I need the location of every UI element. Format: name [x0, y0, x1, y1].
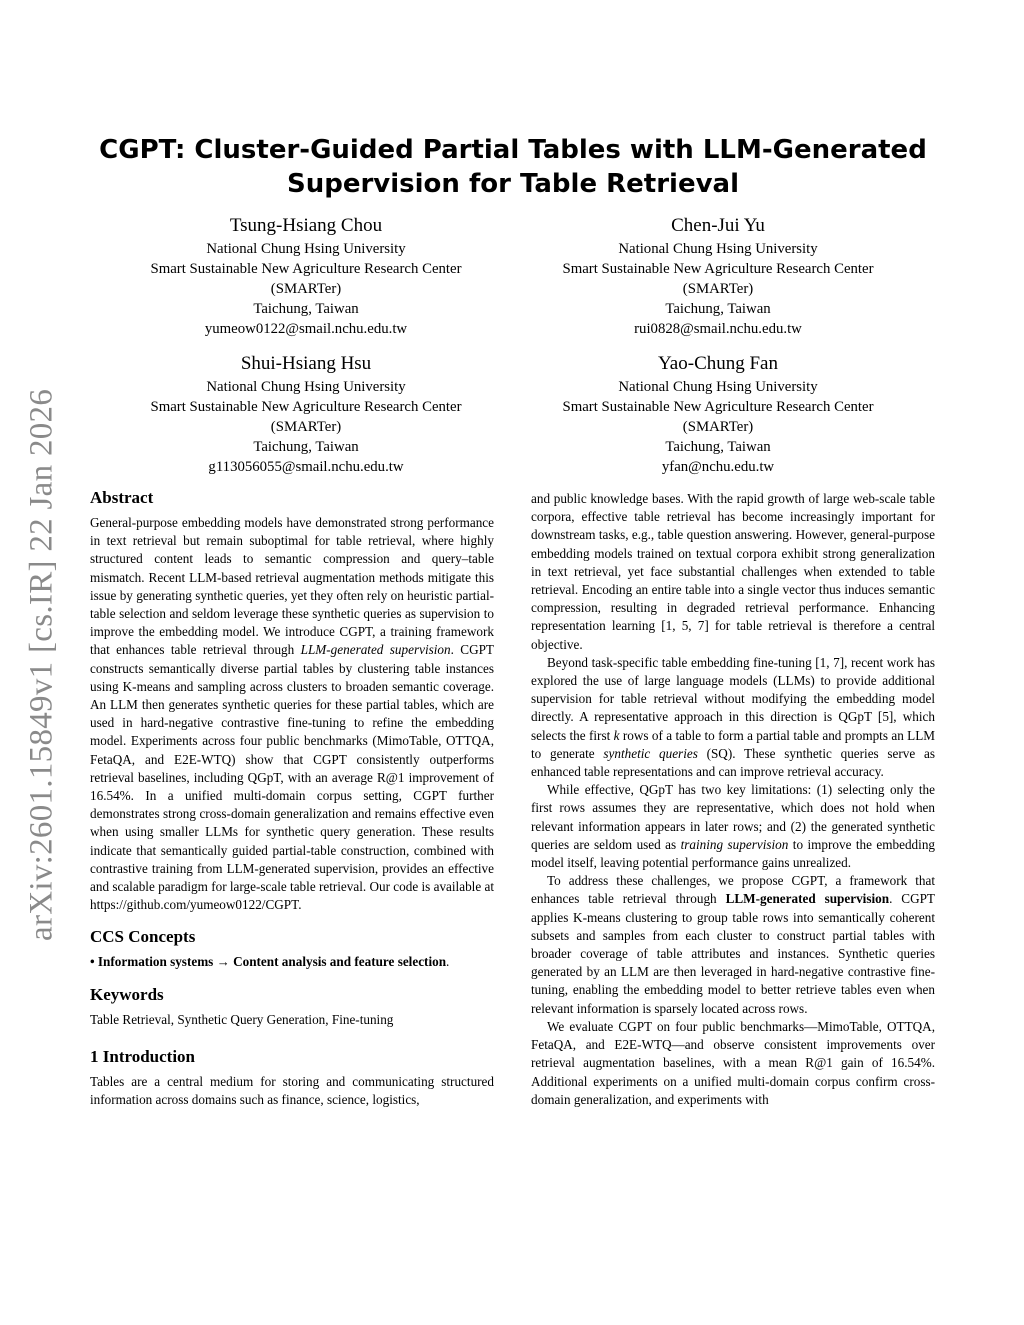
- abstract-heading: Abstract: [90, 488, 154, 507]
- author-block: [96, 214, 516, 339]
- paragraph: To address these challenges, we propose CGPT, a framework that enhances table retrieval through LLM-generated supervision. CGPT applies K-means clustering to group table rows into semantically coherent subsets and samples from each cluster to construct partial tables with broader coverage of table attributes and instances. Synthetic queries generated by an LLM are then leveraged in hard-negative contrastive fine-tuning, enabling the embedding model to better retrieve tables even when relevant information is sparsely located across rows.: [531, 873, 935, 1016]
- paper-title: CGPT: Cluster-Guided Partial Tables with LLM-Generated Supervision for Table Retrieval: [99, 135, 927, 199]
- author-name: Shui-Hsiang Hsu: [240, 353, 372, 374]
- author-email: yfan@nchu.edu.tw: [661, 459, 775, 475]
- abstract-text: General-purpose embedding models have demonstrated strong performance in text retrieval but remain suboptimal for table retrieval, where highly structured content leads to semantic compression and query–table mismatch. Recent LLM-based retrieval augmentation methods mitigate this issue by generating synthetic queries, yet they often rely on heuristic partial-table selection and seldom leverage these synthetic queries as supervision to improve the embedding model. We introduce CGPT, a training framework that enhances table retrieval through LLM-generated supervision. CGPT constructs semantically diverse partial tables by clustering table instances using K-means and sampling across clusters to broaden semantic coverage. An LLM then generates synthetic queries for these partial tables, which are used in hard-negative contrastive fine-tuning to refine the embedding model. Experiments across four public benchmarks (MimoTable, OTTQA, FetaQA, and E2E-WTQ) show that CGPT consistently outperforms retrieval baselines, including QGpT, with an average R@1 improvement of 16.54%. In a unified multi-domain corpus setting, CGPT further demonstrates strong cross-domain generalization and remains effective even when using smaller LLMs for synthetic query generation. These results indicate that semantically guided partial-table construction, combined with contrastive training from LLM-generated supervision, provides an effective and scalable paradigm for large-scale table retrieval. Our code is available at https://github.com/yumeow0122/CGPT.: [90, 515, 494, 913]
- author-block: [508, 352, 928, 477]
- ccs-heading: CCS Concepts: [90, 927, 196, 947]
- author-email: rui0828@smail.nchu.edu.tw: [634, 321, 802, 337]
- paragraph: We evaluate CGPT on four public benchmarks—MimoTable, OTTQA, FetaQA, and E2E-WTQ—and observe consistent improvements over retrieval augmentation baselines, with a mean R@1 gain of 16.54%. Additional experiments on a unified multi-domain corpus confirm cross-domain generalization, and experiments with: [531, 1018, 935, 1107]
- author-affiliation: (SMARTer): [682, 419, 754, 435]
- right-column: [531, 490, 935, 1109]
- author-email: g113056055@smail.nchu.edu.tw: [208, 459, 404, 475]
- author-block: [508, 214, 928, 339]
- introduction-text: Tables are a central medium for storing and communicating structured information across domains such as finance, science, logistics,: [90, 1073, 494, 1108]
- arxiv-identifier: arXiv:2601.15849v1 [cs.IR] 22 Jan 2026: [23, 388, 60, 942]
- author-location: Taichung, Taiwan: [253, 439, 359, 455]
- author-affiliation: National Chung Hsing University: [618, 241, 818, 257]
- ccs-concepts: • Information systems → Content analysis and feature selection.: [90, 954, 450, 970]
- author-location: Taichung, Taiwan: [665, 301, 771, 317]
- author-block: [96, 352, 516, 477]
- introduction-heading: 1 Introduction: [90, 1046, 196, 1066]
- paragraph: and public knowledge bases. With the rapid growth of large web-scale table corpora, effective table retrieval has become increasingly important for downstream tasks, e.g., table question answering. However, general-purpose embedding models trained on textual corpora exhibit strong generalization in text retrieval, yet face substantial challenges when extended to table retrieval. Encoding an entire table into a single vector thus induces semantic compression, resulting in degraded retrieval performance. Enhancing representation learning [1, 5, 7] for table retrieval is therefore a central objective.: [531, 491, 935, 652]
- author-location: Taichung, Taiwan: [665, 439, 771, 455]
- author-name: Yao-Chung Fan: [657, 353, 778, 374]
- author-affiliation: National Chung Hsing University: [618, 379, 818, 395]
- author-affiliation: National Chung Hsing University: [206, 379, 406, 395]
- author-affiliation: (SMARTer): [682, 281, 754, 297]
- author-affiliation: Smart Sustainable New Agriculture Research Center: [562, 261, 874, 277]
- author-affiliation: Smart Sustainable New Agriculture Research Center: [562, 399, 874, 415]
- author-name: Tsung-Hsiang Chou: [229, 215, 383, 236]
- author-affiliation: (SMARTer): [270, 419, 342, 435]
- paragraph: Beyond task-specific table embedding fine-tuning [1, 7], recent work has explored the use of large language models (LLMs) to provide additional supervision for table retrieval without modifying the embedding model directly. A representative approach in this direction is QGpT [5], which selects the first k rows of a table to form a partial table and prompts an LLM to generate synthetic queries (SQ). These synthetic queries serve as enhanced table representations and can improve retrieval accuracy.: [531, 654, 935, 780]
- keywords-heading: Keywords: [90, 984, 164, 1004]
- author-affiliation: Smart Sustainable New Agriculture Research Center: [150, 399, 462, 415]
- paragraph: While effective, QGpT has two key limitations: (1) selecting only the first rows assumes they are representative, which does not hold when relevant information appears in later rows; and (2) the generated synthetic queries are seldom used as training supervision to improve the embedding model itself, leaving potential performance gains unrealized.: [531, 782, 936, 871]
- author-affiliation: Smart Sustainable New Agriculture Research Center: [150, 261, 462, 277]
- keywords-text: Table Retrieval, Synthetic Query Generation, Fine-tuning: [90, 1011, 394, 1027]
- left-column: [90, 488, 494, 1109]
- author-location: Taichung, Taiwan: [253, 301, 359, 317]
- author-affiliation: (SMARTer): [270, 281, 342, 297]
- author-affiliation: National Chung Hsing University: [206, 241, 406, 257]
- author-email: yumeow0122@smail.nchu.edu.tw: [204, 321, 408, 337]
- author-name: Chen-Jui Yu: [671, 215, 765, 236]
